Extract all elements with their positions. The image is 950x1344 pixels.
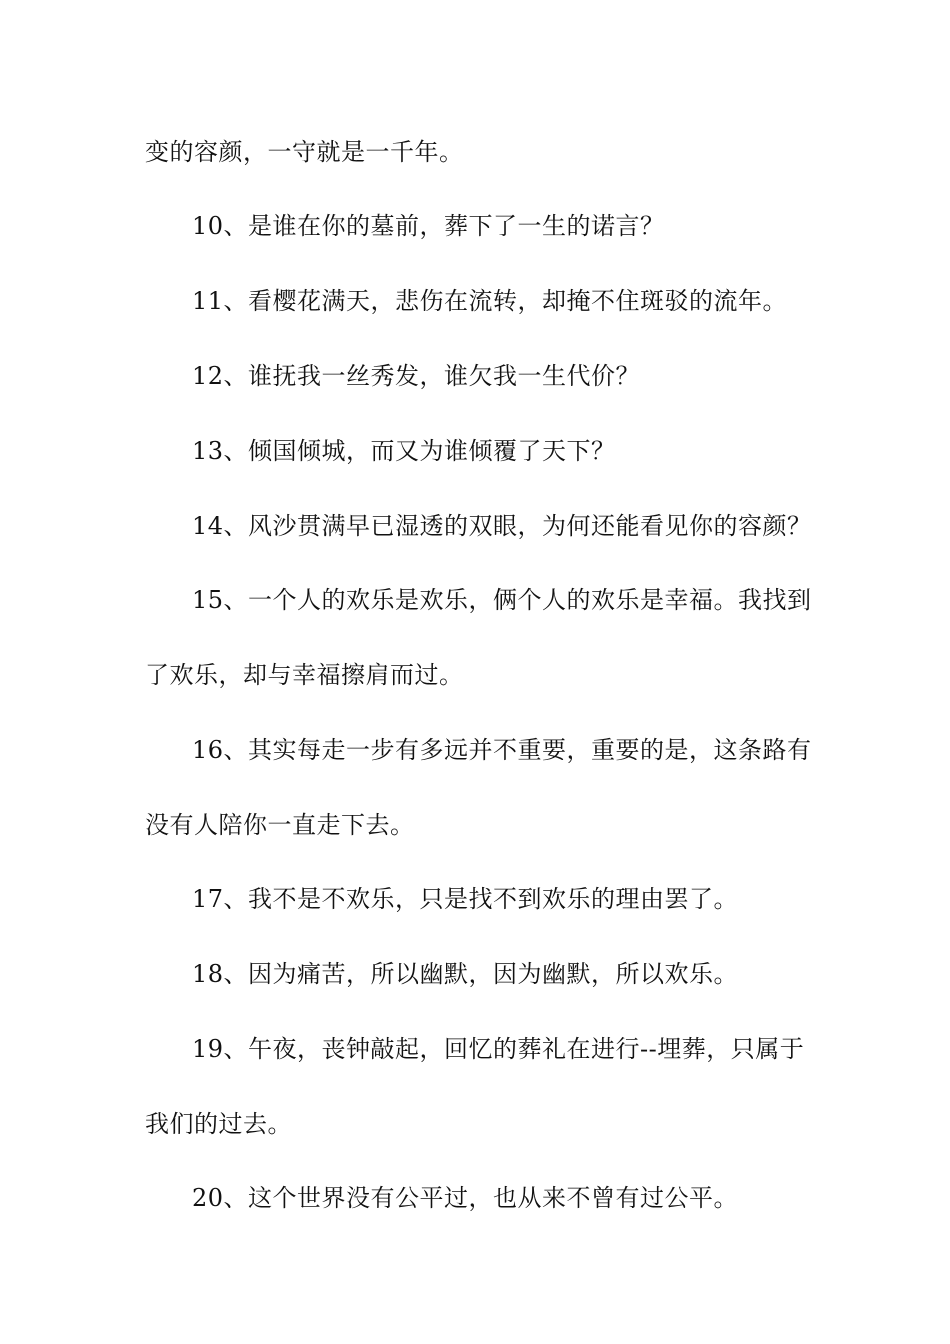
text-line: 14、风沙贯满早已湿透的双眼，为何还能看见你的容颜？ (192, 512, 812, 540)
text-line: 变的容颜，一守就是一千年。 (145, 138, 464, 166)
text-line: 我们的过去。 (145, 1110, 292, 1138)
text-line: 10、是谁在你的墓前，葬下了一生的诺言？ (192, 212, 665, 240)
text-line: 没有人陪你一直走下去。 (145, 811, 415, 839)
text-line: 13、倾国倾城，而又为谁倾覆了天下？ (192, 437, 616, 465)
text-line: 18、因为痛苦，所以幽默，因为幽默，所以欢乐。 (192, 960, 739, 988)
text-line: 17、我不是不欢乐，只是找不到欢乐的理由罢了。 (192, 885, 739, 913)
text-line: 15、一个人的欢乐是欢乐，俩个人的欢乐是幸福。我找到 (192, 586, 812, 614)
text-line: 11、看樱花满天，悲伤在流转，却掩不住斑驳的流年。 (192, 287, 788, 315)
text-line: 20、这个世界没有公平过，也从来不曾有过公平。 (192, 1184, 739, 1212)
text-line: 12、谁抚我一丝秀发，谁欠我一生代价？ (192, 362, 641, 390)
text-line: 16、其实每走一步有多远并不重要，重要的是，这条路有 (192, 736, 812, 764)
text-line: 19、午夜，丧钟敲起，回忆的葬礼在进行--埋葬，只属于 (192, 1035, 805, 1063)
text-line: 了欢乐，却与幸福擦肩而过。 (145, 661, 464, 689)
